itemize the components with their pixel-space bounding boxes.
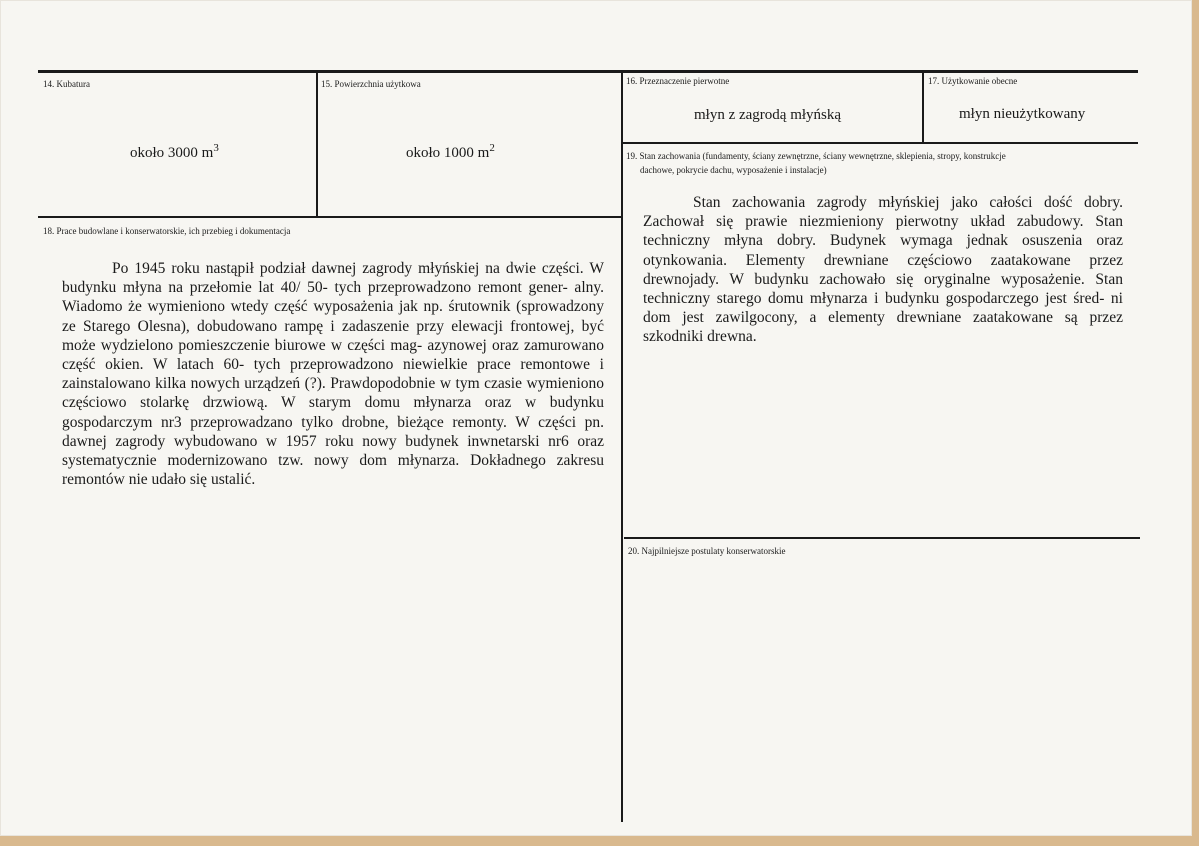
- field-15-unit-exponent: 2: [489, 142, 495, 154]
- field-14-value: [130, 142, 219, 162]
- divider-16-17: [922, 72, 924, 143]
- field-19-paragraph: Stan zachowania zagrody młyńskiej jako całości dość dobry. Zachował się prawie niezmieniony pierwotny układ zabudowy. Stan techniczny młyna dobry. Budynek wymaga jednak osuszenia oraz otynkowania. Elementy drewniane częściowo zaatakowane przez drewnojady. W budynku zachowało się oryginalne wyposażenie. Stan techniczny starego domu młynarza i budynku gospodarczego jest śred- ni dom jest zawilgocony, a elementy drewniane zaatakowane są przez szkodniki drewna.: [643, 194, 1123, 346]
- field-15-label: 15. Powierzchnia użytkowa: [321, 79, 421, 89]
- field-20-label: 20. Najpilniejsze postulaty konserwatorskie: [628, 546, 786, 556]
- field-14-unit-exponent: 3: [213, 142, 219, 154]
- rule-above-18: [38, 216, 623, 218]
- field-16-value: młyn z zagrodą młyńską: [694, 107, 842, 123]
- field-19-label-line1: 19. Stan zachowania (fundamenty, ściany zewnętrzne, ściany wewnętrzne, sklepienia, stropy, konstrukcje: [626, 151, 1006, 161]
- field-16-label: 16. Przeznaczenie pierwotne: [626, 76, 730, 86]
- field-14-label: 14. Kubatura: [43, 79, 90, 89]
- field-18-label: 18. Prace budowlane i konserwatorskie, ich przebieg i dokumentacja: [43, 226, 291, 236]
- field-14-value-text: około 3000 m: [130, 145, 214, 161]
- field-17-value: młyn nieużytkowany: [959, 106, 1086, 122]
- divider-14-15: [316, 72, 318, 218]
- top-rule: [38, 70, 1138, 73]
- field-18-paragraph: Po 1945 roku nastąpił podział dawnej zagrody młyńskiej na dwie części. W budynku młyna na przełomie lat 40/ 50- tych przeprowadzono remont gener- alny. Wiadomo że wymieniono wtedy część wyposażenia jak np. śrutownik (sprowadzony ze Starego Olesna), dobudowano rampę i zadaszenie przy elewacji frontowej, być może wydzielono pomieszczenie biurowe w części mag- azynowej oraz zamurowano część okien. W latach 60- tych przeprowadzono niewielkie prace remontowe i zainstalowano kilka nowych urządzeń (?). Prawdopodobnie w tym czasie wymieniono częściowo stolarkę drzwiową. W starym domu młynarza oraz w budynku gospodarczym nr3 przeprowadzano tylko drobne, bieżące remonty. W części pn. dawnej zagrody wybudowano w 1957 roku nowy budynek inwnetarski nr6 oraz systematycznie modernizowano tzw. nowy dom młynarza. Dokładnego zakresu remontów nie udało się ustalić.: [62, 260, 604, 489]
- field-19-label-line2: dachowe, pokrycie dachu, wyposażenie i instalacje): [640, 165, 827, 175]
- field-18-text: [62, 259, 604, 489]
- field-15-value: [406, 142, 495, 162]
- field-19-text: [643, 193, 1123, 347]
- field-15-value-text: około 1000 m: [406, 145, 490, 161]
- divider-left-right: [621, 72, 623, 822]
- field-17-label: 17. Użytkowanie obecne: [928, 76, 1018, 86]
- rule-below-16-17: [621, 142, 1138, 144]
- rule-above-20: [624, 537, 1140, 539]
